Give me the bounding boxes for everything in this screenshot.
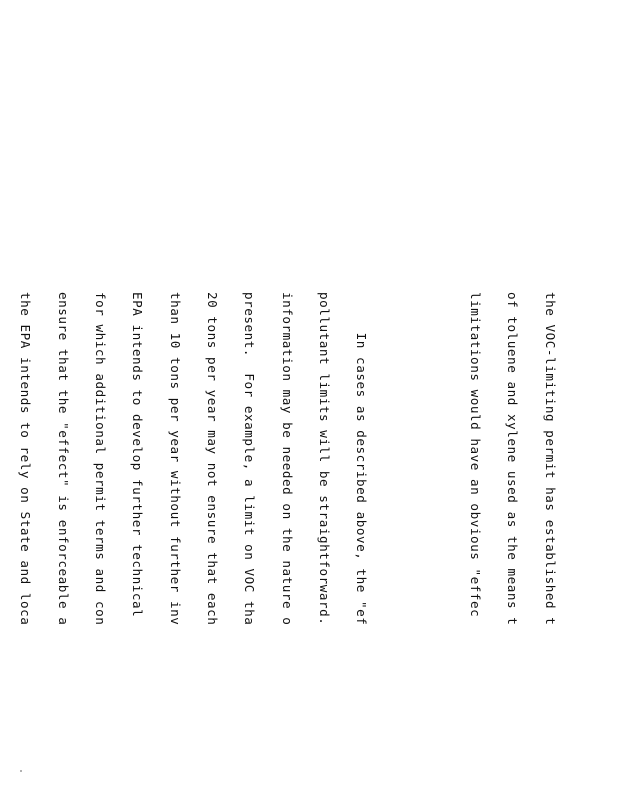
rotated-text-block xyxy=(0,292,618,800)
text-line: for which additional permit terms and con xyxy=(93,292,109,626)
text-line: the VOC-limiting permit has established t xyxy=(542,292,558,626)
paragraph-2 xyxy=(0,292,392,800)
text-line: information may be needed on the nature o xyxy=(279,292,295,626)
text-line: present. For example, a limit on VOC tha xyxy=(242,292,258,626)
text-line: than 10 tons per year without further inv xyxy=(167,292,183,626)
text-line: In cases as described above, the "ef xyxy=(354,292,370,626)
text-line: limitations would have an obvious "effec xyxy=(468,292,484,618)
text-line: 20 tons per year may not ensure that each xyxy=(205,292,221,626)
paragraph-1 xyxy=(444,292,581,800)
text-line: the EPA intends to rely on State and loca xyxy=(18,292,34,626)
text-line: EPA intends to develop further technical xyxy=(130,292,146,618)
text-line: of toluene and xylene used as the means t xyxy=(505,292,521,626)
scan-speck xyxy=(20,770,22,772)
text-line: ensure that the "effect" is enforceable a xyxy=(55,292,71,626)
text-line: pollutant limits will be straightforward. xyxy=(317,292,333,626)
